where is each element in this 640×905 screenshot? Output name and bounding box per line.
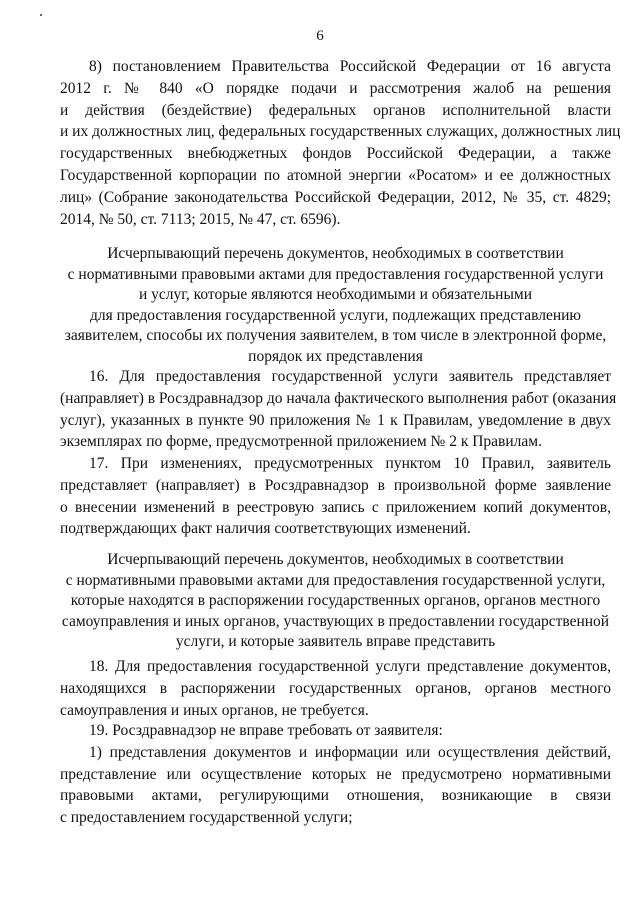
text-line: 17. При изменениях, предусмотренных пунктом 10 Правил, заявитель (89, 455, 611, 472)
section-heading-available-documents (60, 550, 611, 653)
text-line: лиц» (Собрание законодательства Российской Федерации, 2012, № 35, ст. 4829; (60, 188, 611, 206)
text-line: 2014, № 50, ст. 7113; 2015, № 47, ст. 6596). (60, 210, 341, 228)
text-line: самоуправления и иных органов, не требуется. (60, 701, 369, 719)
heading-line: заявителем, способы их получения заявителем, в том числе в электронной форме, (64, 327, 607, 344)
heading-line: для предоставления государственной услуги, подлежащих представлению (89, 306, 582, 324)
paragraph-16 (60, 366, 617, 453)
scan-speck (40, 14, 42, 16)
text-line: Государственной корпорации по атомной энергии «Росатом» и ее должностных (60, 166, 611, 184)
text-line: и их должностных лиц, федеральных государственных служащих, должностных лиц (60, 123, 621, 141)
text-line: 16. Для предоставления государственной услуги заявитель представляет (89, 368, 611, 385)
text-line: (направляет) в Росздравнадзор до начала фактического выполнения работ (оказания (60, 389, 617, 407)
heading-line: Исчерпывающий перечень документов, необходимых в соответствии (107, 245, 564, 262)
text-line: представляет (направляет) в Росздравнадзор в произвольной форме заявление (60, 476, 611, 494)
text-line: 19. Росздравнадзор не вправе требовать от заявителя: (89, 722, 443, 739)
text-line: государственных внебюджетных фондов Российской Федерации, а также (60, 145, 611, 163)
page-number: 6 (316, 28, 324, 44)
heading-line: порядок их представления (248, 347, 423, 365)
heading-line: с нормативными правовыми актами для предоставления государственной услуги (67, 265, 604, 283)
text-line: правовыми актами, регулирующими отношения, возникающие в связи (60, 787, 611, 805)
heading-line: самоуправления и иных органов, участвующих в предоставлении государственной (61, 612, 610, 630)
text-line: 2012 г. № 840 «О порядке подачи и рассмотрения жалоб на решения (60, 79, 611, 97)
paragraph-17 (60, 453, 611, 540)
section-heading-required-documents (60, 244, 611, 367)
paragraph-19 (60, 720, 611, 829)
text-line: экземплярах по форме, предусмотренной приложением № 2 к Правилам. (60, 433, 542, 451)
text-line: с предоставлением государственной услуги; (60, 809, 353, 827)
text-line: подтверждающих факт наличия соответствующих изменений. (60, 520, 471, 538)
text-line: о внесении изменений в реестровую запись с приложением копий документов, (60, 498, 611, 516)
text-line: 8) постановлением Правительства Российской Федерации от 16 августа (89, 58, 611, 75)
heading-line: с нормативными правовыми актами для предоставления государственной услуги, (65, 571, 606, 589)
text-line: представление или осуществление которых не предусмотрено нормативными (60, 765, 611, 783)
text-line: услуг), указанных в пункте 90 приложения № 1 к Правилам, уведомление в двух (60, 411, 611, 429)
paragraph-18 (60, 656, 611, 721)
heading-line: которые находятся в распоряжении государственных органов, органов местного (70, 592, 601, 609)
text-line: 1) представления документов и информации или осуществления действий, (89, 743, 611, 761)
paragraph-8 (60, 56, 621, 230)
text-line: 18. Для предоставления государственной услуги представление документов, (89, 658, 611, 675)
heading-line: услуги, и которые заявитель вправе представить (175, 633, 496, 650)
text-line: и действия (бездействие) федеральных органов исполнительной власти (60, 101, 611, 119)
heading-line: Исчерпывающий перечень документов, необходимых в соответствии (107, 551, 564, 568)
heading-line: и услуг, которые являются необходимыми и обязательными (139, 286, 532, 303)
text-line: находящихся в распоряжении государственных органов, органов местного (60, 679, 611, 697)
